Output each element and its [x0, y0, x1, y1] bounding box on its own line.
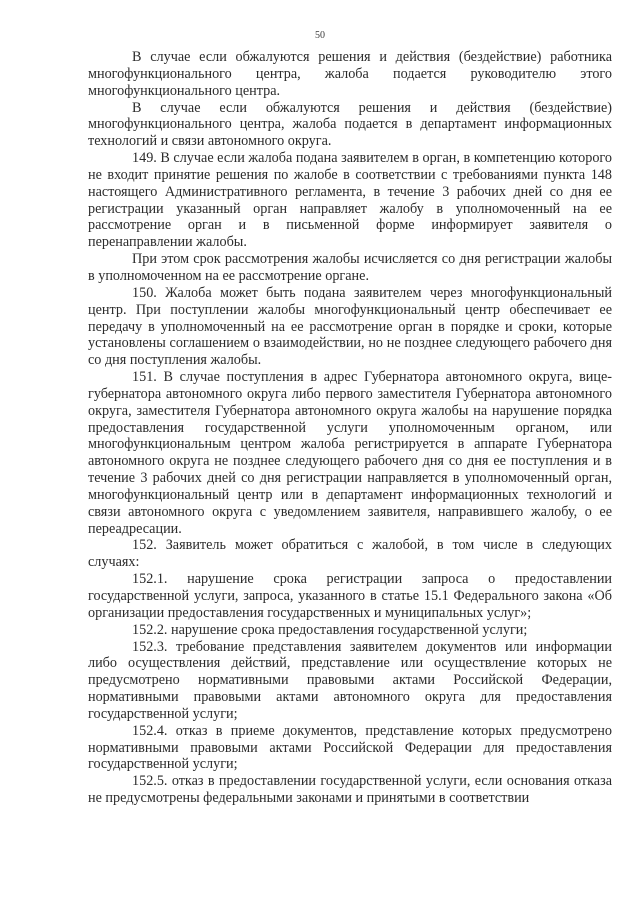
- paragraph: 150. Жалоба может быть подана заявителем через многофункциональный центр. При поступлении жалобы многофункциональный центр обеспечивает ее передачу в уполномоченный на ее рассмотрение орган в порядке и сроки, которые установлены соглашением о взаимодействии, но не позднее следующего рабочего дня со дня поступления жалобы.: [88, 284, 612, 369]
- paragraph: В случае если обжалуются решения и действия (бездействие) многофункционального центра, жалоба подается в департамент информационных технологий и связи автономного округа.: [88, 99, 612, 150]
- paragraph: 152.1. нарушение срока регистрации запроса о предоставлении государственной услуги, запроса, указанного в статье 15.1 Федерального закона «Об организации предоставления государственных и муниципальных услуг»;: [88, 571, 612, 621]
- document-body: [88, 49, 612, 807]
- page-number: 50: [315, 30, 325, 41]
- paragraph: 152. Заявитель может обратиться с жалобой, в том числе в следующих случаях:: [88, 537, 612, 571]
- paragraph: При этом срок рассмотрения жалобы исчисляется со дня регистрации жалобы в уполномоченном на ее рассмотрение органе.: [88, 251, 612, 284]
- paragraph: 152.2. нарушение срока предоставления государственной услуги;: [132, 621, 528, 638]
- paragraph: 152.3. требование представления заявителем документов или информации либо осуществления действий, представление или осуществление которых не предусмотрено нормативными правовыми актами Российской Федерации, нормативными правовыми актами автономного округа для предоставления государственной услуги;: [88, 638, 612, 722]
- paragraph: 149. В случае если жалоба подана заявителем в орган, в компетенцию которого не входит принятие решения по жалобе в соответствии с требованиями пункта 148 настоящего Административного регламента, в течение 3 рабочих дней со дня ее регистрации указанный орган направляет жалобу в уполномоченный на ее рассмотрение орган и в письменной форме информирует заявителя о перенаправлении жалобы.: [88, 150, 612, 251]
- paragraph: В случае если обжалуются решения и действия (бездействие) работника многофункционального центра, жалоба подается руководителю этого многофункционального центра.: [88, 49, 612, 99]
- paragraph: 152.4. отказ в приеме документов, представление которых предусмотрено нормативными правовыми актами Российской Федерации для предоставления государственной услуги;: [88, 722, 612, 773]
- paragraph: 151. В случае поступления в адрес Губернатора автономного округа, вице-губернатора автономного округа либо первого заместителя Губернатора автономного округа, заместителя Губернатора автономного округа жалобы на нарушение порядка предоставления государственной услуги уполномоченным органом, или многофункциональным центром жалоба регистрируется в аппарате Губернатора автономного округа не позднее следующего рабочего дня со дня ее поступления и в течение 3 рабочих дней со дня регистрации направляется в уполномоченный орган, многофункциональный центр или в департамент информационных технологий и связи автономного округа с уведомлением заявителя, направившего жалобу, о ее переадресации.: [88, 369, 612, 537]
- paragraph: 152.5. отказ в предоставлении государственной услуги, если основания отказа не предусмотрены федеральными законами и принятыми в соответствии: [88, 773, 612, 807]
